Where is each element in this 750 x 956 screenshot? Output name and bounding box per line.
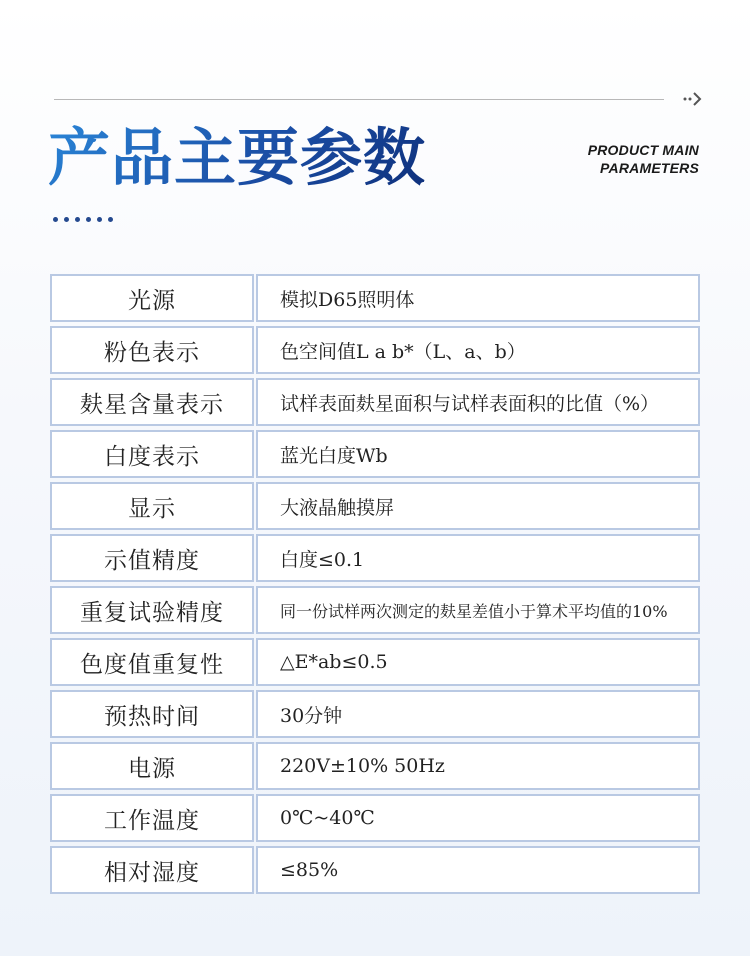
param-value: 模拟D65照明体 (256, 274, 700, 322)
dot (75, 217, 80, 222)
page-subtitle (588, 141, 699, 177)
table-row (50, 534, 700, 582)
header-divider (54, 99, 664, 100)
param-value: 蓝光白度Wb (256, 430, 700, 478)
param-name: 重复试验精度 (50, 586, 254, 634)
param-value: ≤85% (256, 846, 700, 894)
table-row (50, 378, 700, 426)
param-value: 试样表面麸星面积与试样表面积的比值（%） (256, 378, 700, 426)
dot (64, 217, 69, 222)
dot (53, 217, 58, 222)
param-value: 同一份试样两次测定的麸星差值小于算术平均值的10% (256, 586, 700, 634)
table-row (50, 846, 700, 894)
param-name: 光源 (50, 274, 254, 322)
decorative-dots (53, 217, 113, 222)
dot (97, 217, 102, 222)
table-row (50, 742, 700, 790)
param-name: 麸星含量表示 (50, 378, 254, 426)
table-row (50, 690, 700, 738)
param-value: 白度≤0.1 (256, 534, 700, 582)
param-value: 0℃~40℃ (256, 794, 700, 842)
param-name: 工作温度 (50, 794, 254, 842)
table-row (50, 274, 700, 322)
param-name: 示值精度 (50, 534, 254, 582)
table-row (50, 482, 700, 530)
subtitle-line-1: PRODUCT MAIN (587, 142, 699, 158)
table-row (50, 638, 700, 686)
dot (108, 217, 113, 222)
param-name: 显示 (50, 482, 254, 530)
param-value: △E*ab≤0.5 (256, 638, 700, 686)
table-row (50, 430, 700, 478)
param-value: 220V±10% 50Hz (256, 742, 700, 790)
param-name: 粉色表示 (50, 326, 254, 374)
param-name: 相对湿度 (50, 846, 254, 894)
table-row (50, 586, 700, 634)
param-value: 30分钟 (256, 690, 700, 738)
param-name: 电源 (50, 742, 254, 790)
dot (86, 217, 91, 222)
table-row (50, 794, 700, 842)
double-chevron-right-icon (682, 88, 704, 110)
page-title: 产品主要参数 (48, 121, 427, 194)
param-name: 预热时间 (50, 690, 254, 738)
subtitle-line-2: PARAMETERS (600, 160, 699, 176)
param-name: 白度表示 (50, 430, 254, 478)
table-row (50, 326, 700, 374)
param-value: 色空间值L a b*（L、a、b） (256, 326, 700, 374)
parameters-table (50, 270, 700, 898)
param-value: 大液晶触摸屏 (256, 482, 700, 530)
param-name: 色度值重复性 (50, 638, 254, 686)
